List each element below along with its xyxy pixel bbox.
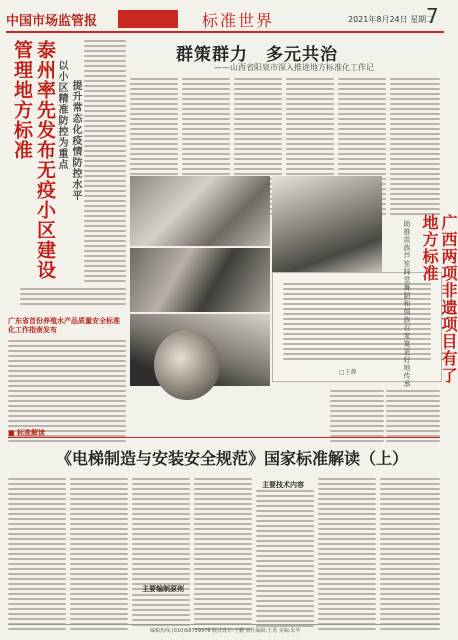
photo-workers-scooters [130, 176, 270, 246]
bottom-article-title: 《电梯制造与安装安全规范》国家标准解读（上） [55, 449, 408, 468]
left-article-body-2 [20, 288, 126, 308]
section-title: 标准世界 [202, 11, 275, 30]
center-article-subtitle: ——山西省阳泉市深入推进地方标准化工作记 [214, 63, 374, 72]
bottom-subhead-2: 主要编制原则 [142, 585, 184, 593]
center-column-6 [390, 78, 440, 218]
right-article-dek: 助推苗族芦笙踩堂舞蹈和侗族百家宴更好地传承 [403, 220, 411, 388]
bottom-column-3 [132, 478, 190, 593]
bottom-column-1 [8, 478, 66, 633]
footer-rule [8, 624, 440, 625]
bottom-column-4 [194, 478, 252, 633]
dek-line-2: 提升常态化疫情防控水平 [70, 80, 81, 201]
header-rule [6, 31, 444, 33]
bottom-column-6 [318, 478, 376, 633]
bottom-column-2 [70, 478, 128, 633]
dek-line-1: 以小区精准防控为重点 [56, 60, 67, 170]
small-article-title: 广东省首份养殖水产品质量安全标准化工作指南发布 [8, 316, 120, 334]
header-section-bar [118, 10, 178, 28]
page-number: 7 [426, 4, 439, 28]
photo-technician [154, 330, 220, 400]
bottom-column-5 [256, 490, 314, 630]
footer-credits: 编辑热线:(010)68759376 版式设计:王鹏 责任编辑:王勇 美编:朱华 [150, 628, 301, 634]
bottom-column-7 [380, 478, 440, 633]
right-article-title: 广西两项非遗项目有了地方标准 [420, 214, 458, 384]
left-article-body [84, 40, 126, 285]
section-label: ■ 标准解读 [8, 429, 46, 437]
quote-byline: □王静 [339, 369, 357, 376]
photo-scooter-lineup [130, 248, 270, 312]
quote-box [272, 272, 442, 382]
masthead [6, 4, 444, 32]
bottom-subhead-1: 主要技术内容 [262, 481, 304, 489]
brand-name: 中国市场监管报 [6, 14, 98, 29]
section-rule [8, 437, 440, 438]
center-article-title: 群策群力 多元共治 [176, 45, 338, 65]
issue-date: 2021年8月24日 星期二 [348, 15, 435, 24]
photo-inspection-group [272, 176, 382, 272]
left-article-title: 泰州率先发布无疫小区建设管理地方标准 [11, 40, 56, 280]
